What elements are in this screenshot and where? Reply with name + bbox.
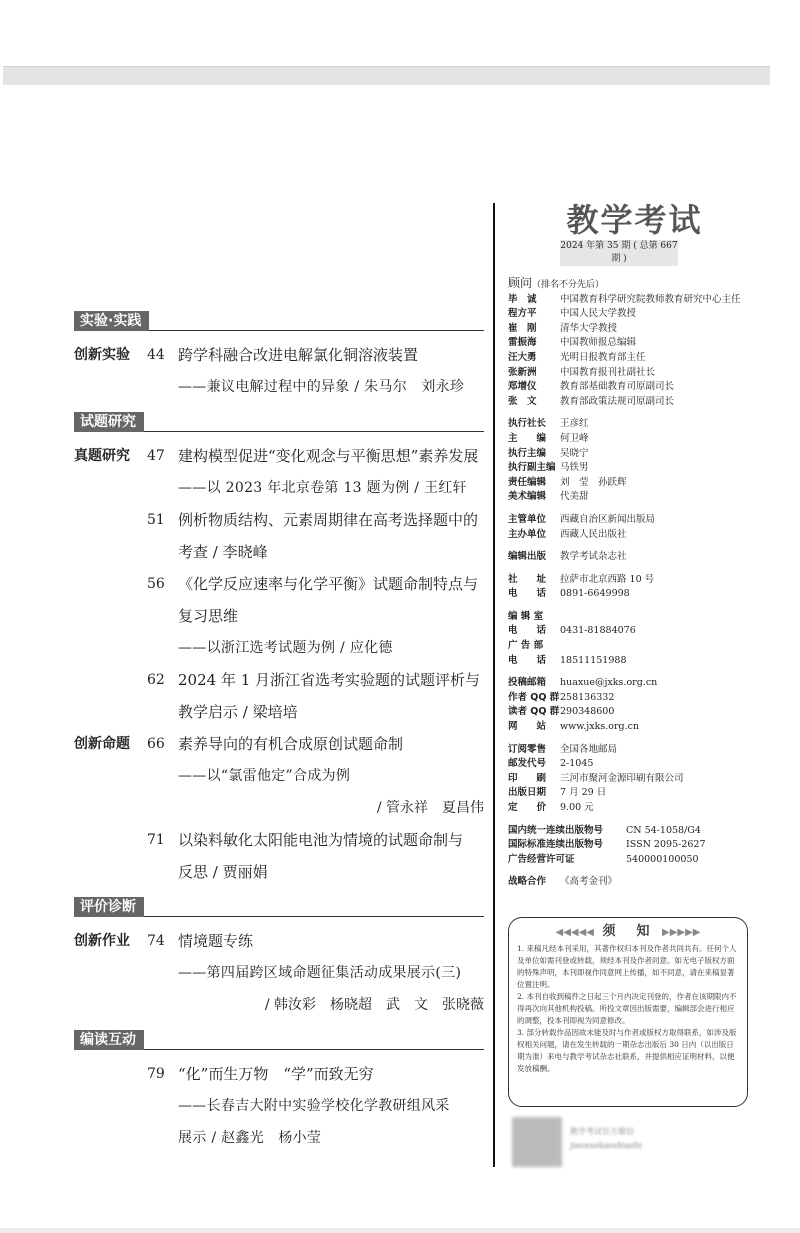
masthead-row [508,432,753,447]
field-label: 执行社长 [508,418,547,430]
section-title: 试题研究 [74,412,144,432]
entry-title-line: 考查 / 李晓峰 [178,543,268,561]
masthead-row [508,528,753,543]
notice-paragraph: 1. 来稿凡经本刊采用，其著作权归本刊及作者共同共有。任何个人及单位如需刊登或转载，须经本刊及作者同意。如无电子版权方面的特殊声明，本刊即视作同意网上传播，如不同意，请在来稿显著位置注明。 [517,944,737,989]
masthead-row [508,380,753,395]
advisor-name: 张新洲 [508,366,537,378]
field-label: 邮发代号 [508,758,547,770]
field-label: 定 价 [508,802,547,813]
masthead-row [508,705,753,720]
masthead-row [508,395,753,410]
toc-entry [74,1058,484,1154]
entry-title-line: 复习思维 [178,607,239,625]
field-value: 7 月 29 日 [560,787,607,799]
masthead-row [508,757,753,772]
entry-title-line: 例析物质结构、元素周期律在高考选择题中的 [178,511,479,529]
entry-title-line: 情境题专练 [178,932,254,950]
masthead-row [508,550,753,565]
masthead [508,200,753,890]
field-value: 2-1045 [560,758,594,770]
notice-box [508,917,748,1107]
masthead-row [508,447,753,462]
masthead-row [508,801,753,816]
field-value: 9.00 元 [560,802,594,813]
field-label: 责任编辑 [508,476,547,488]
qr-caption: 教学考试官方微信 [570,1127,634,1136]
address-list [508,573,753,602]
toc-entry [74,824,484,888]
toc-entry [74,504,484,568]
entry-title-line: 建构模型促进“变化观念与平衡思想”素养发展 [178,447,479,465]
field-value: 拉萨市北京西路 10 号 [560,573,655,585]
masthead-row [508,772,753,787]
entry-page-number: 62 [147,672,165,688]
contact-list [508,676,753,734]
field-value: 540000100050 [626,853,699,865]
field-value: www.jxks.org.cn [560,721,640,733]
masthead-row [508,676,753,691]
entry-subtitle: ——长春吉大附中实验学校化学教研组风采 [178,1098,450,1114]
masthead-row [508,351,753,366]
masthead-row [508,366,753,381]
entry-title-line: 《化学反应速率与化学平衡》试题命制特点与 [178,575,479,593]
entry-category: 创新实验 [74,347,130,363]
top-gray-bar [3,66,770,85]
section-header [74,896,484,917]
entry-title-line: 素养导向的有机合成原创试题命制 [178,735,404,753]
masthead-row [508,307,753,322]
advisor-name: 郑增仪 [508,381,537,393]
entry-title-line: “化”而生万物 “学”而致无穷 [178,1065,374,1083]
org-list [508,513,753,542]
publisher-list [508,550,753,565]
entry-page-number: 66 [147,736,165,752]
serial-numbers-list [508,824,753,868]
entry-title-line: 2024 年 1 月浙江省选考实验题的试题评析与 [178,671,481,689]
field-value: 刘 莹 孙跃辉 [560,476,627,488]
toc-entry [74,568,484,664]
field-value: 吴晓宁 [560,447,589,459]
masthead-row [508,476,753,491]
field-value: 王彦红 [560,418,589,430]
field-value: CN 54-1058/G4 [626,824,701,836]
table-of-contents [74,310,484,1154]
field-value: 290348600 [560,706,615,718]
advisor-role: 清华大学教授 [560,322,618,334]
entry-title-line: 跨学科融合改进电解氯化铜溶液装置 [178,346,419,364]
field-label: 主管单位 [508,513,547,525]
masthead-row [508,322,753,337]
masthead-row [508,490,753,505]
masthead-row [508,824,753,839]
qr-code [512,1117,562,1167]
advisor-role: 中国人民大学教授 [560,308,637,320]
toc-entry [74,440,484,504]
bottom-edge [0,1228,800,1233]
entry-page-number: 44 [147,347,165,363]
entry-page-number: 74 [147,933,165,949]
masthead-row [508,743,753,758]
field-value: 西藏自治区新闻出版局 [560,513,656,525]
entry-subtitle-tail: 展示 / 赵鑫光 杨小莹 [178,1130,322,1146]
notice-paragraph: 2. 本刊自收到稿件之日起三个月内决定刊登的，作者在该期限内不得再次向其他机构投稿。所投文章因出版需要，编辑部会进行相应的调整，投本刊即视为同意修改。 [517,992,737,1025]
masthead-row [508,587,753,602]
masthead-row [508,875,753,890]
column-divider [493,203,495,1167]
partner-list [508,875,753,890]
entry-category: 真题研究 [74,448,130,464]
advisor-role: 中国教育报刊社副社长 [560,366,656,378]
advisors-list [508,293,753,410]
advisor-role: 教育部政策法规司原副司长 [560,395,675,407]
toc-entry [74,664,484,728]
advisors-label: 顾问 [508,276,533,290]
masthead-row [508,336,753,351]
masthead-row [508,610,753,625]
field-label: 读者 QQ 群 [508,706,560,718]
entry-authors: / 韩汝彩 杨晓超 武 文 张晓薇 [264,997,484,1013]
masthead-row [508,654,753,669]
field-value: 三河市聚河金源印刷有限公司 [560,772,684,784]
field-value: 《高考金刊》 [560,876,618,888]
entry-category: 创新命题 [74,736,130,752]
field-label: 作者 QQ 群 [508,691,560,703]
masthead-row [508,513,753,528]
entry-subtitle: ——兼议电解过程中的异象 / 朱马尔 刘永珍 [178,379,465,395]
masthead-row [508,461,753,476]
right-arrows-icon: ▶▶▶▶▶ [662,927,701,938]
advisor-role: 教育部基础教育司原副司长 [560,381,675,393]
notice-body [517,943,739,1075]
entry-title-line: 以染料敏化太阳能电池为情境的试题命制与 [178,831,464,849]
field-label: 主 编 [508,432,547,444]
masthead-row [508,624,753,639]
notice-paragraph: 3. 部分转载作品因故未能及时与作者或版权方取得联系，如涉及版权相关问题，请在发生转载的一期杂志出版后 30 日内（以出版日期为准）来电与教学考试杂志社联系，并提供相应证明材料，以便发放稿酬。 [517,1028,737,1073]
qr-account-id: jiaoxuekaoshiazhi [570,1141,642,1150]
masthead-row [508,691,753,706]
field-value: 代美甜 [560,491,589,503]
field-label: 出版日期 [508,787,547,799]
entry-page-number: 51 [147,512,165,528]
field-value: 教学考试杂志社 [560,551,627,563]
section-title: 编读互动 [74,1030,144,1050]
section-header [74,310,484,331]
toc-entry [74,925,484,1021]
field-value: ISSN 2095-2627 [626,839,706,851]
masthead-row [508,720,753,735]
field-label: 执行主编 [508,447,547,459]
toc-entry [74,728,484,824]
advisor-role: 光明日报教育部主任 [560,351,646,363]
field-label: 印 刷 [508,772,547,784]
field-label: 社 址 [508,573,547,585]
entry-page-number: 47 [147,448,165,464]
field-label: 订阅零售 [508,743,547,755]
entry-subtitle: ——以 2023 年北京卷第 13 题为例 / 王红轩 [178,480,467,496]
entry-subtitle: ——以浙江选考试题为例 / 应化德 [178,640,393,656]
entry-category: 创新作业 [74,933,130,949]
entry-title-line: 教学启示 / 梁培培 [178,703,298,721]
advisors-heading [508,276,753,293]
field-value: 258136332 [560,691,615,703]
masthead-row [508,573,753,588]
field-label: 美术编辑 [508,491,547,503]
advisor-role: 中国教师报总编辑 [560,337,637,349]
field-value: 马铁男 [560,462,589,474]
field-label: 广告经营许可证 [508,853,575,865]
masthead-row [508,853,753,868]
entry-subtitle: ——以“氯雷他定”合成为例 [178,768,351,784]
issue-number: 2024 年第 35 期 ( 总第 667 期 ) [560,241,678,264]
section-title: 评价诊断 [74,897,144,917]
section-header [74,1029,484,1050]
qr-label [570,1125,660,1153]
entry-page-number: 56 [147,576,165,592]
distribution-list [508,743,753,816]
advisor-name: 雷振海 [508,337,537,349]
field-value: 0891-6649998 [560,588,630,600]
field-value: 0431-81884076 [560,625,636,637]
field-value: 18511151988 [560,654,627,666]
field-label: 投稿邮箱 [508,677,547,689]
masthead-row [508,786,753,801]
notice-heading [517,922,739,943]
field-label: 电 话 [508,588,547,600]
field-label: 电 话 [508,654,547,666]
advisor-name: 汪大勇 [508,351,537,363]
section-title: 实验·实践 [74,311,149,331]
toc-entry [74,339,484,403]
field-label: 国际标准连续出版物号 [508,839,604,851]
field-label: 电 话 [508,625,547,637]
advisor-name: 崔 刚 [508,322,537,334]
field-label: 网 站 [508,721,547,733]
field-label: 战略合作 [508,876,547,888]
field-label: 主办单位 [508,528,547,540]
entry-page-number: 79 [147,1066,165,1082]
entry-page-number: 71 [147,832,165,848]
field-label: 广 告 部 [508,640,544,652]
office-list [508,610,753,668]
section-header [74,411,484,432]
masthead-row [508,639,753,654]
advisor-name: 张 文 [508,395,537,407]
magazine-title: 教学考试 [566,201,703,239]
masthead-row [508,838,753,853]
left-arrows-icon: ◀◀◀◀◀ [555,927,594,938]
masthead-row [508,293,753,308]
advisor-role: 中国教育科学研究院教师教育研究中心主任 [560,293,741,305]
field-value: huaxue@jxks.org.cn [560,677,658,689]
masthead-row [508,417,753,432]
entry-subtitle: ——第四届跨区域命题征集活动成果展示(三) [178,965,462,981]
advisor-name: 程方平 [508,308,537,320]
advisors-note: （排名不分先后） [532,280,605,290]
notice-title: 须 知 [602,924,654,939]
field-value: 全国各地邮局 [560,743,618,755]
entry-authors: / 管永祥 夏昌伟 [376,800,484,816]
field-label: 编 辑 室 [508,610,544,622]
field-label: 国内统一连续出版物号 [508,824,604,836]
field-label: 编辑出版 [508,551,547,563]
staff-list [508,417,753,505]
field-value: 西藏人民出版社 [560,528,627,540]
advisor-name: 毕 诚 [508,293,537,305]
entry-title-line: 反思 / 贾丽娟 [178,863,268,881]
field-value: 何卫峰 [560,432,589,444]
field-label: 执行副主编 [508,462,556,474]
